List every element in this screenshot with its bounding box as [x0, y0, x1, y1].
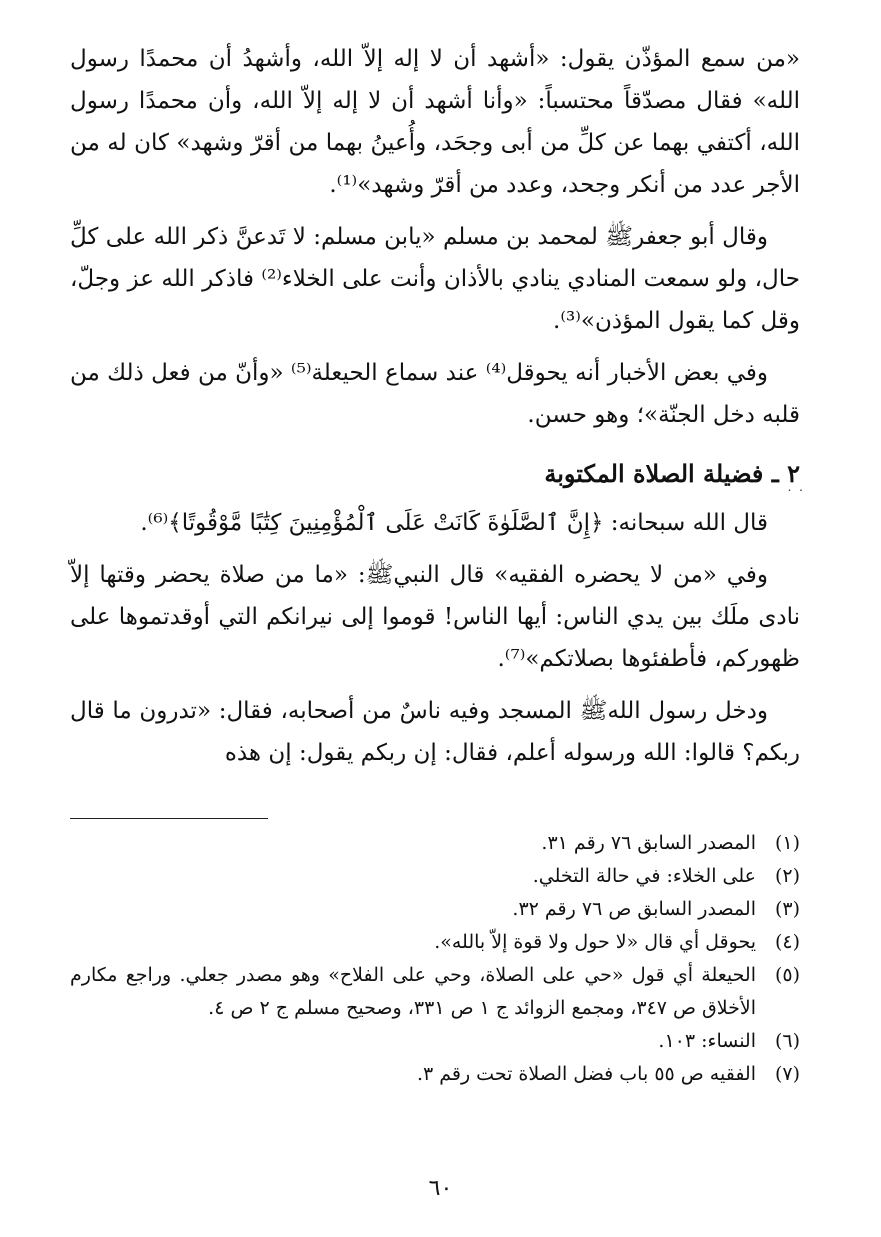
footnote-number: (٧) [774, 1063, 800, 1085]
section-heading: ٢ ـ فضيلة الصلاة المكتوبة [544, 459, 800, 488]
footnote-text: النساء: ١٠٣. [658, 1030, 756, 1052]
footnotes [70, 827, 800, 1091]
footnote-text: المصدر السابق ص ٧٦ رقم ٣٢. [512, 898, 756, 920]
footnote-number: (١) [774, 832, 800, 854]
footnote-item [70, 893, 800, 926]
footnote-text: الحيعلة أي قول «حي على الصلاة، وحي على الفلاح» وهو مصدر جعلي. وراجع مكارم الأخلاق ص ٣٤٧، ومجمع الزوائد ج ١ ص ٣٣١، وصحيح مسلم ج ٢ ص ٤. [70, 964, 756, 1019]
footnote-number: (٥) [774, 964, 800, 986]
paragraph-2: وقال أبو جعفر‌ﷺ لمحمد بن مسلم «يابن مسلم: لا تَدعنَّ ذكر الله على كلِّ حال، ولو سمعت المنادي ينادي بالأذان وأنت على الخلاء⁽²⁾ فاذكر الله عز وجلّ، وقل كما يقول المؤذن»⁽³⁾. [70, 224, 800, 334]
footnote-item [70, 959, 800, 1025]
footnote-number: (٤) [774, 931, 800, 953]
paragraph-4: قال الله سبحانه: ﴿إِنَّ ٱلصَّلَوٰةَ كَانَتْ عَلَى ٱلْمُؤْمِنِينَ كِتَٰبًا مَّوْقُوتًا﴾⁽⁶⁾. [140, 510, 768, 536]
paragraph-3: وفي بعض الأخبار أنه يحوقل⁽⁴⁾ عند سماع الحيعلة⁽⁵⁾ «وأنّ من فعل ذلك من قلبه دخل الجنّة»؛ وهو حسن. [70, 360, 800, 428]
page-number: ٦٠ [428, 1176, 453, 1201]
footnote-item [70, 1058, 800, 1091]
page-content [70, 38, 800, 1091]
margin-mark: ˙ ˙ [786, 488, 805, 504]
footnote-number: (٦) [774, 1030, 800, 1052]
footnote-text: يحوقل أي قال «لا حول ولا قوة إلاّ بالله». [434, 931, 756, 953]
paragraph-5: وفي «من لا يحضره الفقيه» قال النبي‌ﷺ: «ما من صلاة يحضر وقتها إلاّ نادى ملَك بين يدي الناس: أيها الناس! قوموا إلى نيرانكم التي أوقدتموها على ظهوركم، فأطفئوها بصلاتكم»⁽⁷⁾. [70, 562, 800, 672]
footnote-item [70, 926, 800, 959]
footnote-text: المصدر السابق ٧٦ رقم ٣١. [541, 832, 756, 854]
footnote-text: الفقيه ص ٥٥ باب فضل الصلاة تحت رقم ٣. [416, 1063, 756, 1085]
footnote-number: (٢) [774, 865, 800, 887]
footnote-divider [70, 818, 268, 819]
footnote-text: على الخلاء: في حالة التخلي. [532, 865, 756, 887]
footnote-item [70, 1025, 800, 1058]
paragraph-6: ودخل رسول الله‌ﷺ المسجد وفيه ناسٌ من أصحابه، فقال: «تدرون ما قال ربكم؟ قالوا: الله ورسوله أعلم، فقال: إن ربكم يقول: إن هذه [70, 698, 800, 766]
footnote-item [70, 860, 800, 893]
footnote-item [70, 827, 800, 860]
paragraph-1: «من سمع المؤذّن يقول: «أشهد أن لا إله إلاّ الله، وأشهدُ أن محمدًا رسول الله» فقال مصدّقاً محتسباً: «وأنا أشهد أن لا إله إلاّ الله، وأن محمدًا رسول الله، أكتفي بهما عن كلِّ من أبى وجحَد، وأُعينُ بهما من أقرّ وشهد» كان له من الأجر عدد من أنكر وجحد، وعدد من أقرّ وشهد»⁽¹⁾. [70, 46, 800, 198]
footnote-number: (٣) [774, 898, 800, 920]
